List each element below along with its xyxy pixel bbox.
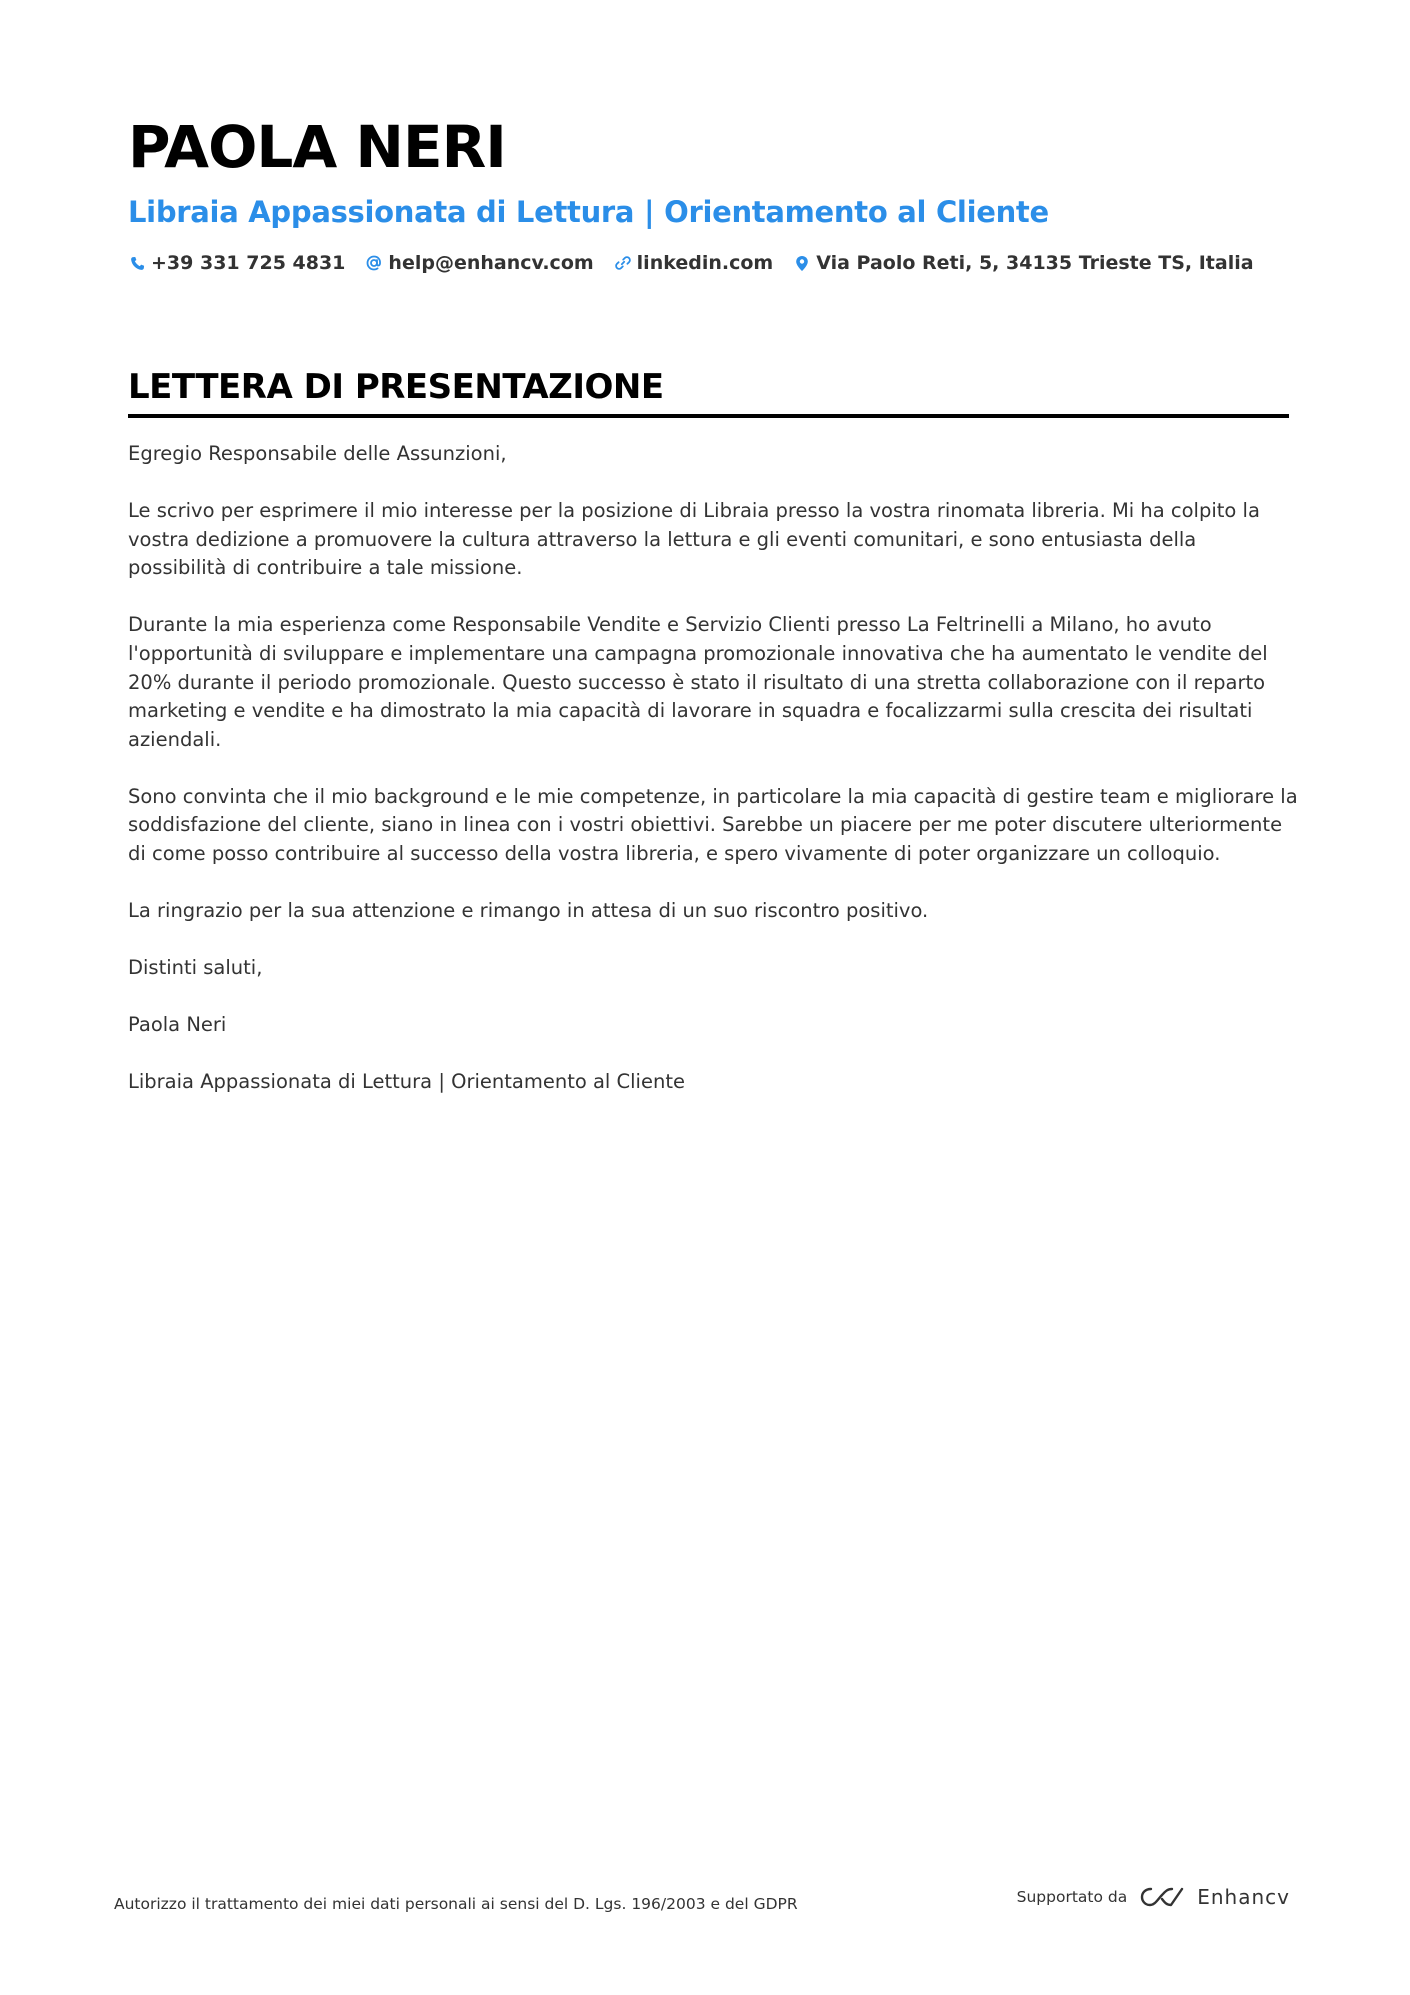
- enhancv-logo-icon: [1139, 1884, 1185, 1910]
- phone-icon: [128, 254, 146, 272]
- link-icon: [614, 254, 632, 272]
- contact-address-text: Via Paolo Reti, 5, 34135 Trieste TS, Italia: [816, 252, 1254, 274]
- powered-by-label: Supportato da: [1016, 1888, 1128, 1906]
- header: [128, 112, 1288, 274]
- at-icon: [365, 254, 383, 272]
- contact-address: [793, 252, 1253, 274]
- contact-linkedin[interactable]: [614, 252, 774, 274]
- contact-linkedin-text: linkedin.com: [636, 252, 774, 274]
- contact-bar: [128, 252, 1288, 274]
- contact-phone-text: +39 331 725 4831: [151, 252, 346, 274]
- contact-email-text: help@enhancv.com: [388, 252, 594, 274]
- letter-signature-title: Libraia Appassionata di Lettura | Orientamento al Cliente: [128, 1070, 685, 1094]
- letter-body: [128, 440, 1298, 1126]
- letter-paragraph: La ringrazio per la sua attenzione e rimango in attesa di un suo riscontro positivo.: [128, 899, 929, 923]
- enhancv-brand-name: Enhancv: [1197, 1885, 1290, 1909]
- letter-paragraph: Le scrivo per esprimere il mio interesse per la posizione di Libraia presso la vostra rinomata libreria. Mi ha colpito la vostra dedizione a promuovere la cultura attraverso la lettura e gli eventi comunitari, e sono entusiasta della possibilità di contribuire a tale missione.: [128, 499, 1260, 580]
- consent-notice: Autorizzo il trattamento dei miei dati personali ai sensi del D. Lgs. 196/2003 e del GDPR: [114, 1895, 798, 1913]
- section-title: LETTERA DI PRESENTAZIONE: [128, 364, 1289, 418]
- candidate-name: PAOLA NERI: [128, 113, 506, 181]
- powered-by[interactable]: [1017, 1884, 1290, 1910]
- location-pin-icon: [793, 254, 811, 272]
- letter-closing: Distinti saluti,: [128, 956, 263, 980]
- letter-paragraph: Durante la mia esperienza come Responsabile Vendite e Servizio Clienti presso La Feltrinelli a Milano, ho avuto l'opportunità di sviluppare e implementare una campagna promozionale innovativa che ha aumentato le vendite del 20% durante il periodo promozionale. Questo successo è stato il risultato di una stretta collaborazione con il reparto marketing e vendite e ha dimostrato la mia capacità di lavorare in squadra e focalizzarmi sulla crescita dei risultati aziendali.: [128, 613, 1268, 751]
- letter-salutation: Egregio Responsabile delle Assunzioni,: [128, 442, 507, 465]
- letter-signature-name: Paola Neri: [128, 1013, 227, 1037]
- candidate-tagline: Libraia Appassionata di Lettura | Orientamento al Cliente: [128, 195, 1049, 229]
- letter-paragraph: Sono convinta che il mio background e le mie competenze, in particolare la mia capacità di gestire team e migliorare la soddisfazione del cliente, siano in linea con i vostri obiettivi. Sarebbe un piacere per me poter discutere ulteriormente di come posso contribuire al successo della vostra libreria, e spero vivamente di poter organizzare un colloquio.: [128, 784, 1298, 866]
- contact-email[interactable]: [365, 252, 593, 274]
- contact-phone: [128, 252, 345, 274]
